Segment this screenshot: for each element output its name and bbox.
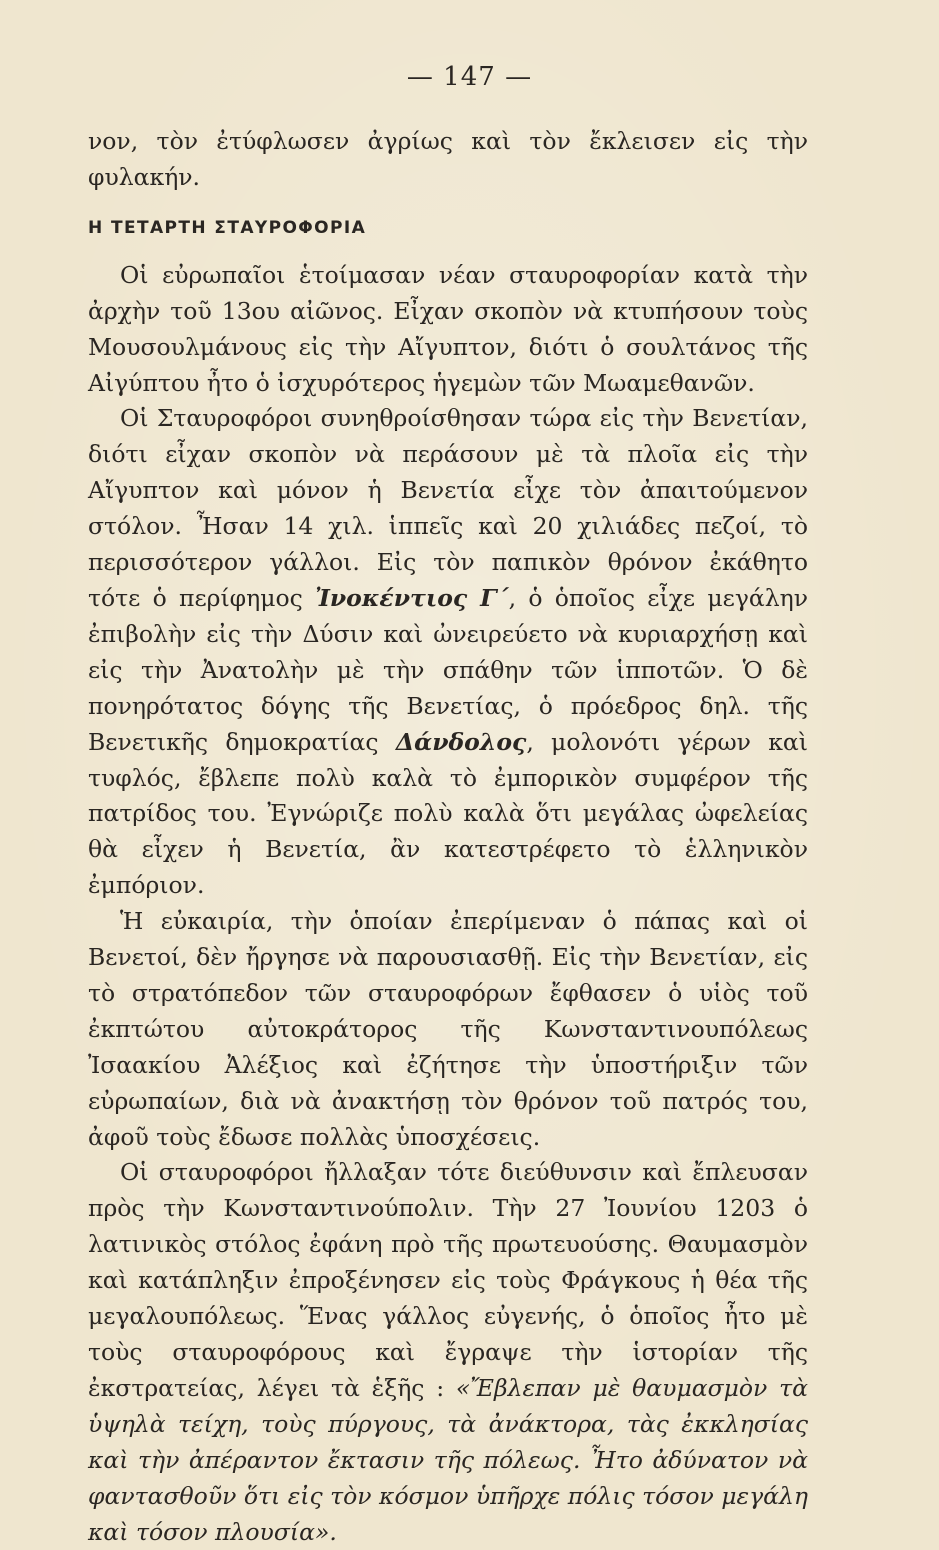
paragraph-2-part-a: Οἱ Σταυροφόροι συνηθροίσθησαν τώρα εἰς τὴν Βενετίαν, διότι εἶχαν σκοπὸν νὰ περάσουν μὲ τὰ πλοῖα εἰς τὴν Αἴγυπτον καὶ μόνον ἡ Βενετία εἶχε τὸν ἀπαιτούμενον στόλον. Ἦσαν 14 χιλ. ἱππεῖς καὶ 20 χιλιάδες πεζοί, τὸ περισσότερον γάλλοι. Εἰς τὸν παπικὸν θρόνον ἐκάθητο τότε ὁ περίφημος — [88, 404, 808, 612]
quotation: «Ἔβλεπαν μὲ θαυμασμὸν τὰ ὑψηλὰ τείχη, τοὺς πύργους, τὰ ἀνάκτορα, τὰς ἐκκλησίας καὶ τὴν ἀπέραντον ἔκτασιν τῆς πόλεως. Ἦτο ἀδύνατον νὰ φαντασθοῦν ὅτι εἰς τὸν κόσμον ὑπῆρχε πόλις τόσον μεγάλη καὶ τόσον πλουσία». — [88, 1373, 808, 1546]
paragraph-2 — [88, 401, 808, 904]
name-innocent-iii: Ἰνοκέντιος Γ΄ — [315, 583, 509, 612]
continuation-line: νον, τὸν ἐτύφλωσεν ἀγρίως καὶ τὸν ἔκλεισεν εἰς τὴν φυλακήν. — [88, 127, 808, 191]
paragraph-2-part-b: , ὁ ὁποῖος εἶχε μεγάλην ἐπιβολὴν εἰς τὴν Δύσιν καὶ ὠνειρεύετο νὰ κυριαρχήσῃ καὶ εἰς τὴν Ἀνατολὴν μὲ τὴν σπάθην τῶν ἱπποτῶν. Ὁ δὲ πονηρότατος δόγης τῆς Βενετίας, ὁ πρόεδρος δηλ. τῆς Βενετικῆς δημοκρατίας — [88, 583, 808, 756]
name-dandolo: Δάνδολος — [395, 727, 527, 756]
paragraph-4-part-a: Οἱ σταυροφόροι ἤλλαξαν τότε διεύθυνσιν καὶ ἔπλευσαν πρὸς τὴν Κωνσταντινούπολιν. Τὴν 27 Ἰουνίου 1203 ὁ λατινικὸς στόλος ἐφάνη πρὸ τῆς πρωτευούσης. Θαυμασμὸν καὶ κατάπληξιν ἐπροξένησεν εἰς τοὺς Φράγκους ἡ θέα τῆς μεγαλουπόλεως. Ἕνας γάλλος εὐγενής, ὁ ὁποῖος ἦτο μὲ τοὺς σταυροφόρους καὶ ἔγραψε τὴν ἱστορίαν τῆς ἐκστρατείας, λέγει τὰ ἑξῆς : — [88, 1158, 808, 1402]
paragraph-1: Οἱ εὐρωπαῖοι ἑτοίμασαν νέαν σταυροφορίαν κατὰ τὴν ἀρχὴν τοῦ 13ου αἰῶνος. Εἶχαν σκοπὸν νὰ κτυπήσουν τοὺς Μουσουλμάνους εἰς τὴν Αἴγυπτον, διότι ὁ σουλτάνος τῆς Αἰγύπτου ἦτο ὁ ἰσχυρότερος ἡγεμὼν τῶν Μωαμεθανῶν. — [88, 260, 808, 397]
section-heading: Η ΤΕΤΑΡΤΗ ΣΤΑΥΡΟΦΟΡΙΑ — [88, 217, 367, 238]
paragraph-3: Ἡ εὐκαιρία, τὴν ὁποίαν ἐπερίμεναν ὁ πάπας καὶ οἱ Βενετοί, δὲν ἤργησε νὰ παρουσιασθῇ. Εἰς τὴν Βενετίαν, εἰς τὸ στρατόπεδον τῶν σταυροφόρων ἔφθασεν ὁ υἱὸς τοῦ ἐκπτώτου αὐτοκράτορος τῆς Κωνσταντινουπόλεως Ἰσαακίου Ἀλέξιος καὶ ἐζήτησε τὴν ὑποστήριξιν τῶν εὐρωπαίων, διὰ νὰ ἀνακτήσῃ τὸν θρόνον τοῦ πατρός του, ἀφοῦ τοὺς ἔδωσε πολλὰς ὑποσχέσεις. — [88, 907, 808, 1151]
page-number: — 147 — — [406, 62, 533, 92]
body-text — [88, 124, 808, 1550]
paragraph-4 — [88, 1155, 808, 1550]
paragraph-2-part-c: , μολονότι γέρων καὶ τυφλός, ἔβλεπε πολὺ καλὰ τὸ ἐμπορικὸν συμφέρον τῆς πατρίδος του. Ἐγνώριζε πολὺ καλὰ ὅτι μεγάλας ὠφελείας θὰ εἶχεν ἡ Βενετία, ἂν κατεστρέφετο τὸ ἑλληνικὸν ἐμπόριον. — [88, 727, 808, 900]
